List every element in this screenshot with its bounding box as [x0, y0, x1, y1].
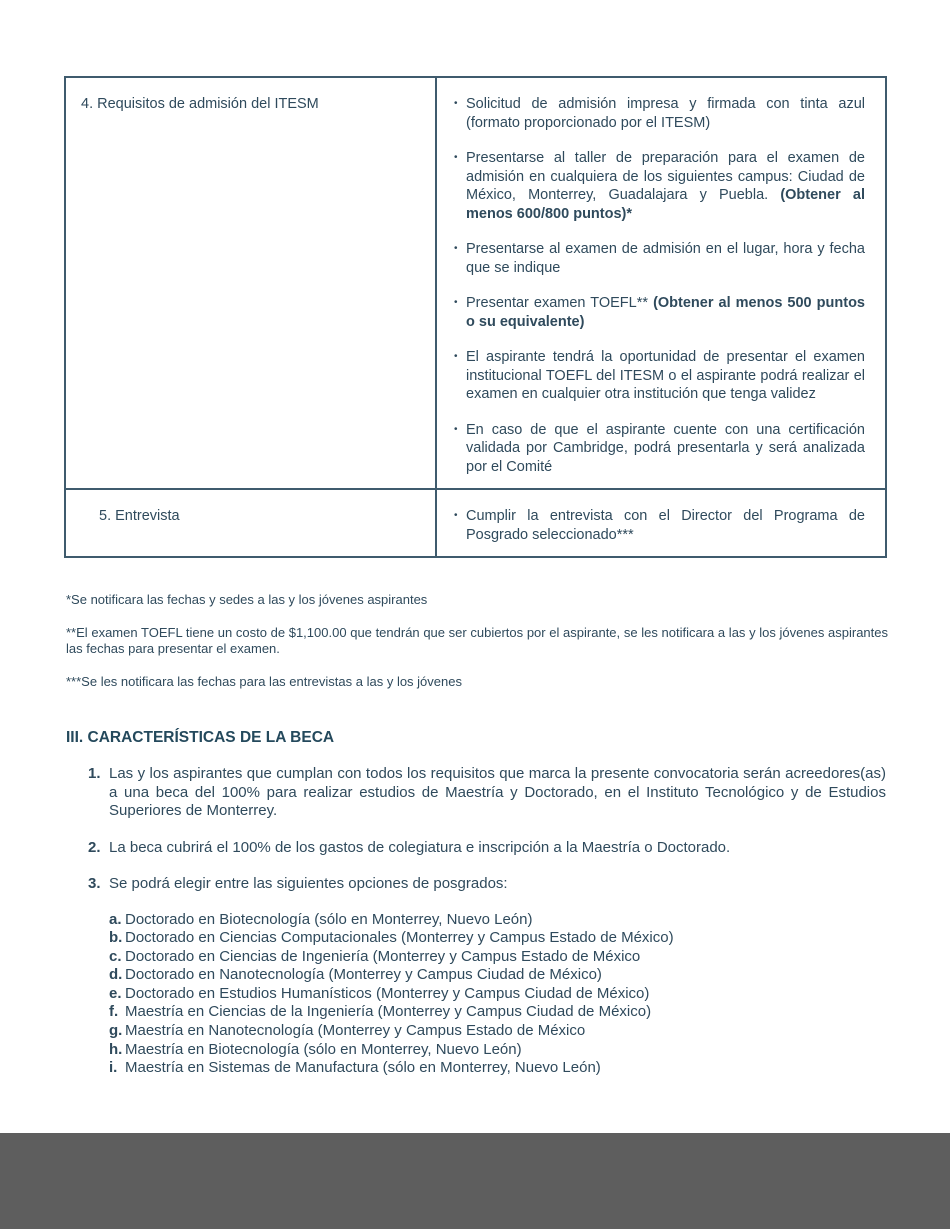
bullet-bold-text: (Obtener al menos 500 puntos o su equivalente) [466, 295, 865, 330]
option-letter: e. [109, 984, 122, 1002]
bullet-text: En caso de que el aspirante cuente con una certificación validada por Cambridge, podrá presentarla y será analizada por el Comité [466, 421, 865, 475]
bullet-text: El aspirante tendrá la oportunidad de presentar el examen institucional TOEFL del ITESM o el aspirante podrá realizar el examen en cualquier otra institución que tenga validez [466, 349, 865, 402]
option-letter: d. [109, 966, 123, 984]
program-option [109, 1003, 886, 1022]
bullet-text: Cumplir la entrevista con el Director del Programa de Posgrado seleccionado*** [466, 508, 865, 543]
item-text: Las y los aspirantes que cumplan con todos los requisitos que marca la presente convocatoria serán acreedores(as) a una beca del 100% para realizar estudios de Maestría y Doctorado, en el Instituto Tecnológico y de Estudios Superiores de Monterrey. [109, 765, 886, 819]
option-text: Doctorado en Ciencias Computacionales (Monterrey y Campus Estado de México) [125, 929, 674, 947]
option-letter: a. [109, 910, 122, 928]
item-number: 1. [88, 765, 101, 782]
bullet-text: Presentar examen TOEFL** [466, 295, 654, 311]
program-option [109, 966, 886, 985]
option-text: Maestría en Biotecnología (sólo en Monterrey, Nuevo León) [125, 1040, 522, 1058]
option-text: Doctorado en Ciencias de Ingeniería (Monterrey y Campus Estado de México [125, 947, 641, 965]
bullet-bold-text: (Obtener al menos 600/800 puntos)* [466, 187, 865, 222]
requirement-label: 4. Requisitos de admisión del ITESM [65, 77, 436, 489]
table-row [65, 77, 886, 489]
bullet-text: Presentarse al taller de preparación para el examen de admisión en cualquiera de los siguientes campus: Ciudad de México, Monterrey, Guadalajara y Puebla. [466, 150, 865, 203]
requirement-bullet [454, 348, 865, 404]
requirements-table [64, 76, 887, 558]
bullet-text: Presentarse al examen de admisión en el lugar, hora y fecha que se indique [466, 241, 865, 276]
option-letter: i. [109, 1059, 118, 1077]
requirement-bullet [454, 149, 865, 223]
list-item [88, 765, 886, 821]
option-text: Doctorado en Estudios Humanísticos (Monterrey y Campus Ciudad de México) [125, 984, 650, 1002]
section-title: III. CARACTERÍSTICAS DE LA BECA [66, 729, 335, 746]
program-option [109, 985, 886, 1004]
requirement-bullet [454, 294, 865, 331]
program-options [109, 911, 886, 1078]
list-item [88, 875, 886, 1078]
option-text: Maestría en Sistemas de Manufactura (sólo en Monterrey, Nuevo León) [125, 1059, 601, 1077]
program-option [109, 1059, 886, 1078]
item-text: Se podrá elegir entre las siguientes opciones de posgrados: [109, 875, 508, 892]
requirement-bullet [454, 240, 865, 277]
requirement-bullet [454, 507, 865, 544]
requirement-label: 5. Entrevista [65, 489, 436, 557]
item-number: 3. [88, 875, 101, 892]
program-option [109, 911, 886, 930]
program-option [109, 948, 886, 967]
footnote: **El examen TOEFL tiene un costo de $1,100.00 que tendrán que ser cubiertos por el aspirante, se les notificara a las y los jóvenes aspirantes las fechas para presentar el examen. [66, 625, 888, 656]
footer-band [0, 1133, 950, 1229]
section-items [88, 765, 886, 1096]
option-letter: c. [109, 947, 122, 965]
option-text: Doctorado en Nanotecnología (Monterrey y Campus Ciudad de México) [125, 966, 602, 984]
requirement-details [436, 77, 886, 489]
option-letter: h. [109, 1040, 123, 1058]
option-letter: f. [109, 1003, 119, 1021]
program-option [109, 1022, 886, 1041]
option-letter: g. [109, 1022, 123, 1040]
requirement-bullet [454, 95, 865, 132]
program-option [109, 929, 886, 948]
option-text: Doctorado en Biotecnología (sólo en Monterrey, Nuevo León) [125, 910, 533, 928]
item-text: La beca cubrirá el 100% de los gastos de colegiatura e inscripción a la Maestría o Doctorado. [109, 838, 731, 856]
bullet-text: Solicitud de admisión impresa y firmada con tinta azul (formato proporcionado por el ITESM) [466, 96, 865, 131]
option-letter: b. [109, 929, 123, 947]
program-option [109, 1041, 886, 1060]
item-number: 2. [88, 838, 101, 856]
requirement-bullet [454, 421, 865, 477]
option-text: Maestría en Nanotecnología (Monterrey y Campus Estado de México [125, 1022, 586, 1040]
footnote: *Se notificara las fechas y sedes a las y los jóvenes aspirantes [66, 592, 428, 607]
footnotes [66, 592, 888, 707]
footnote: ***Se les notificara las fechas para las entrevistas a las y los jóvenes [66, 674, 462, 689]
requirement-details [436, 489, 886, 557]
list-item [88, 839, 886, 858]
option-text: Maestría en Ciencias de la Ingeniería (Monterrey y Campus Ciudad de México) [125, 1003, 652, 1021]
table-row [65, 489, 886, 557]
